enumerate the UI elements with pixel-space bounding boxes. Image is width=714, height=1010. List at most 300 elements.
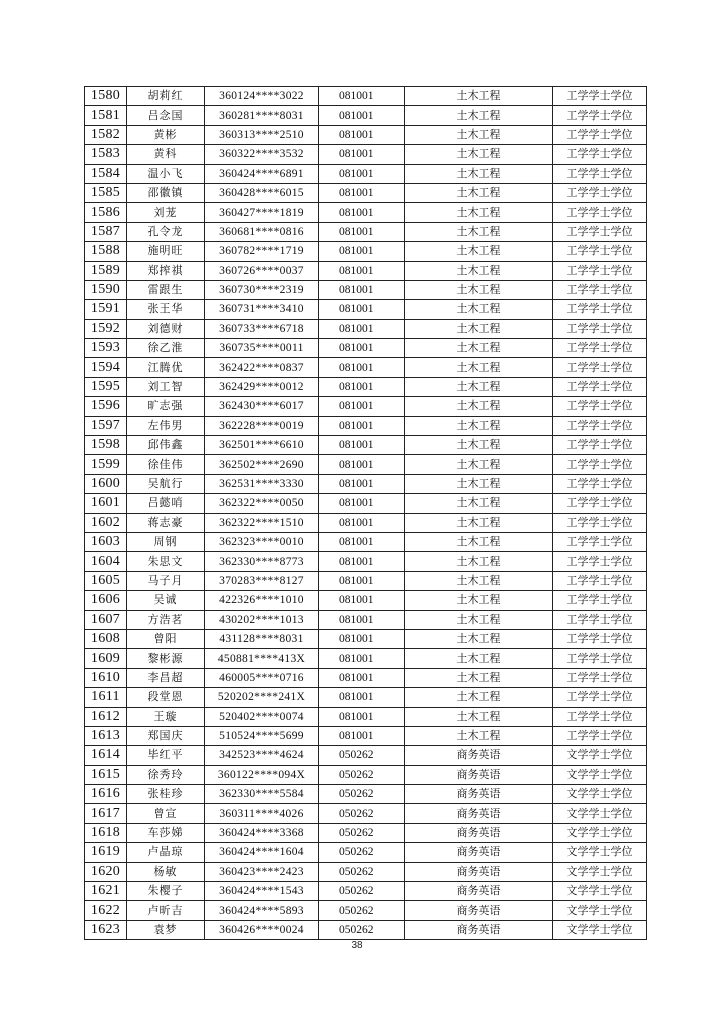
- major-name-cell: 商务英语: [405, 823, 553, 842]
- table-row: [85, 862, 647, 881]
- student-name-cell: 吕念国: [127, 106, 205, 125]
- id-number-cell: 362322****1510: [205, 513, 319, 532]
- id-number-cell: 362531****3330: [205, 474, 319, 493]
- major-code-cell: 081001: [319, 668, 405, 687]
- degree-type-cell: 工学学士学位: [553, 339, 647, 358]
- id-number-cell: 450881****413X: [205, 649, 319, 668]
- id-number-cell: 460005****0716: [205, 668, 319, 687]
- major-name-cell: 土木工程: [405, 610, 553, 629]
- major-code-cell: 050262: [319, 843, 405, 862]
- major-name-cell: 土木工程: [405, 474, 553, 493]
- major-code-cell: 050262: [319, 882, 405, 901]
- row-number-cell: 1592: [85, 319, 127, 338]
- major-name-cell: 商务英语: [405, 862, 553, 881]
- table-row: [85, 591, 647, 610]
- major-name-cell: 土木工程: [405, 242, 553, 261]
- student-name-cell: 黄彬: [127, 125, 205, 144]
- row-number-cell: 1616: [85, 785, 127, 804]
- major-code-cell: 081001: [319, 261, 405, 280]
- degree-type-cell: 工学学士学位: [553, 610, 647, 629]
- major-name-cell: 土木工程: [405, 145, 553, 164]
- major-name-cell: 商务英语: [405, 843, 553, 862]
- degree-type-cell: 工学学士学位: [553, 358, 647, 377]
- student-name-cell: 卢昕吉: [127, 901, 205, 920]
- table-row: [85, 920, 647, 939]
- major-code-cell: 081001: [319, 358, 405, 377]
- row-number-cell: 1610: [85, 668, 127, 687]
- id-number-cell: 520402****0074: [205, 707, 319, 726]
- degree-type-cell: 工学学士学位: [553, 242, 647, 261]
- table-row: [85, 726, 647, 745]
- id-number-cell: 360424****6891: [205, 164, 319, 183]
- major-code-cell: 081001: [319, 610, 405, 629]
- major-name-cell: 商务英语: [405, 882, 553, 901]
- row-number-cell: 1611: [85, 688, 127, 707]
- id-number-cell: 360424****5893: [205, 901, 319, 920]
- degree-type-cell: 工学学士学位: [553, 319, 647, 338]
- major-code-cell: 081001: [319, 591, 405, 610]
- id-number-cell: 360124****3022: [205, 87, 319, 106]
- student-name-cell: 吕懿哨: [127, 494, 205, 513]
- major-name-cell: 土木工程: [405, 494, 553, 513]
- student-name-cell: 毕红平: [127, 746, 205, 765]
- major-code-cell: 081001: [319, 183, 405, 202]
- student-name-cell: 温小飞: [127, 164, 205, 183]
- row-number-cell: 1591: [85, 300, 127, 319]
- id-number-cell: 362330****8773: [205, 552, 319, 571]
- table-row: [85, 319, 647, 338]
- degree-type-cell: 工学学士学位: [553, 552, 647, 571]
- table-row: [85, 474, 647, 493]
- degree-type-cell: 工学学士学位: [553, 726, 647, 745]
- degree-list-table: [84, 86, 647, 940]
- table-body: [85, 87, 647, 940]
- student-name-cell: 邵徽镇: [127, 183, 205, 202]
- major-name-cell: 土木工程: [405, 436, 553, 455]
- degree-type-cell: 工学学士学位: [553, 222, 647, 241]
- student-name-cell: 方浩茗: [127, 610, 205, 629]
- major-code-cell: 050262: [319, 804, 405, 823]
- id-number-cell: 360726****0037: [205, 261, 319, 280]
- row-number-cell: 1595: [85, 377, 127, 396]
- degree-type-cell: 工学学士学位: [553, 688, 647, 707]
- id-number-cell: 360730****2319: [205, 280, 319, 299]
- degree-type-cell: 工学学士学位: [553, 300, 647, 319]
- major-code-cell: 081001: [319, 552, 405, 571]
- major-name-cell: 土木工程: [405, 455, 553, 474]
- major-code-cell: 050262: [319, 746, 405, 765]
- degree-type-cell: 工学学士学位: [553, 494, 647, 513]
- major-name-cell: 土木工程: [405, 377, 553, 396]
- student-name-cell: 车莎娣: [127, 823, 205, 842]
- row-number-cell: 1621: [85, 882, 127, 901]
- major-name-cell: 土木工程: [405, 280, 553, 299]
- student-name-cell: 卢晶琼: [127, 843, 205, 862]
- table-row: [85, 610, 647, 629]
- table-row: [85, 242, 647, 261]
- major-code-cell: 081001: [319, 300, 405, 319]
- id-number-cell: 360731****3410: [205, 300, 319, 319]
- major-name-cell: 土木工程: [405, 339, 553, 358]
- major-code-cell: 050262: [319, 920, 405, 939]
- degree-type-cell: 文学学士学位: [553, 882, 647, 901]
- degree-type-cell: 工学学士学位: [553, 125, 647, 144]
- major-name-cell: 商务英语: [405, 901, 553, 920]
- table-row: [85, 823, 647, 842]
- major-name-cell: 土木工程: [405, 591, 553, 610]
- row-number-cell: 1607: [85, 610, 127, 629]
- degree-type-cell: 工学学士学位: [553, 416, 647, 435]
- id-number-cell: 360322****3532: [205, 145, 319, 164]
- row-number-cell: 1581: [85, 106, 127, 125]
- id-number-cell: 360426****0024: [205, 920, 319, 939]
- major-code-cell: 081001: [319, 416, 405, 435]
- row-number-cell: 1580: [85, 87, 127, 106]
- major-name-cell: 土木工程: [405, 513, 553, 532]
- major-code-cell: 081001: [319, 397, 405, 416]
- degree-type-cell: 工学学士学位: [553, 571, 647, 590]
- student-name-cell: 吴航行: [127, 474, 205, 493]
- major-name-cell: 土木工程: [405, 319, 553, 338]
- row-number-cell: 1615: [85, 765, 127, 784]
- degree-type-cell: 工学学士学位: [553, 474, 647, 493]
- id-number-cell: 342523****4624: [205, 746, 319, 765]
- row-number-cell: 1603: [85, 532, 127, 551]
- id-number-cell: 362330****5584: [205, 785, 319, 804]
- student-name-cell: 刘工智: [127, 377, 205, 396]
- major-code-cell: 081001: [319, 571, 405, 590]
- table-row: [85, 300, 647, 319]
- degree-type-cell: 文学学士学位: [553, 804, 647, 823]
- table-row: [85, 397, 647, 416]
- id-number-cell: 360122****094X: [205, 765, 319, 784]
- major-code-cell: 081001: [319, 106, 405, 125]
- student-name-cell: 黎彬源: [127, 649, 205, 668]
- row-number-cell: 1606: [85, 591, 127, 610]
- major-name-cell: 土木工程: [405, 125, 553, 144]
- row-number-cell: 1584: [85, 164, 127, 183]
- table-row: [85, 688, 647, 707]
- row-number-cell: 1598: [85, 436, 127, 455]
- table-row: [85, 183, 647, 202]
- major-code-cell: 081001: [319, 649, 405, 668]
- row-number-cell: 1590: [85, 280, 127, 299]
- major-name-cell: 土木工程: [405, 222, 553, 241]
- major-code-cell: 081001: [319, 222, 405, 241]
- id-number-cell: 362501****6610: [205, 436, 319, 455]
- row-number-cell: 1620: [85, 862, 127, 881]
- major-code-cell: 081001: [319, 87, 405, 106]
- table-row: [85, 746, 647, 765]
- major-name-cell: 土木工程: [405, 203, 553, 222]
- degree-type-cell: 工学学士学位: [553, 203, 647, 222]
- id-number-cell: 360681****0816: [205, 222, 319, 241]
- student-name-cell: 曾阳: [127, 629, 205, 648]
- table-row: [85, 455, 647, 474]
- row-number-cell: 1582: [85, 125, 127, 144]
- major-code-cell: 081001: [319, 125, 405, 144]
- major-name-cell: 土木工程: [405, 397, 553, 416]
- major-name-cell: 土木工程: [405, 183, 553, 202]
- id-number-cell: 360281****8031: [205, 106, 319, 125]
- student-name-cell: 徐佳伟: [127, 455, 205, 474]
- row-number-cell: 1604: [85, 552, 127, 571]
- major-code-cell: 081001: [319, 242, 405, 261]
- student-name-cell: 朱樱子: [127, 882, 205, 901]
- table-row: [85, 552, 647, 571]
- row-number-cell: 1586: [85, 203, 127, 222]
- row-number-cell: 1600: [85, 474, 127, 493]
- degree-type-cell: 文学学士学位: [553, 901, 647, 920]
- degree-type-cell: 文学学士学位: [553, 862, 647, 881]
- row-number-cell: 1587: [85, 222, 127, 241]
- table-row: [85, 145, 647, 164]
- degree-type-cell: 工学学士学位: [553, 629, 647, 648]
- student-name-cell: 段堂恩: [127, 688, 205, 707]
- id-number-cell: 362429****0012: [205, 377, 319, 396]
- degree-type-cell: 工学学士学位: [553, 591, 647, 610]
- degree-type-cell: 工学学士学位: [553, 164, 647, 183]
- id-number-cell: 360735****0011: [205, 339, 319, 358]
- major-name-cell: 商务英语: [405, 765, 553, 784]
- table-row: [85, 280, 647, 299]
- table-row: [85, 513, 647, 532]
- major-code-cell: 081001: [319, 319, 405, 338]
- major-name-cell: 土木工程: [405, 164, 553, 183]
- major-code-cell: 050262: [319, 901, 405, 920]
- degree-type-cell: 文学学士学位: [553, 920, 647, 939]
- student-name-cell: 曾宣: [127, 804, 205, 823]
- id-number-cell: 362323****0010: [205, 532, 319, 551]
- student-name-cell: 徐乙淮: [127, 339, 205, 358]
- degree-type-cell: 文学学士学位: [553, 843, 647, 862]
- row-number-cell: 1593: [85, 339, 127, 358]
- id-number-cell: 431128****8031: [205, 629, 319, 648]
- major-code-cell: 081001: [319, 455, 405, 474]
- row-number-cell: 1623: [85, 920, 127, 939]
- student-name-cell: 黄科: [127, 145, 205, 164]
- row-number-cell: 1583: [85, 145, 127, 164]
- row-number-cell: 1617: [85, 804, 127, 823]
- row-number-cell: 1596: [85, 397, 127, 416]
- id-number-cell: 362430****6017: [205, 397, 319, 416]
- table-row: [85, 358, 647, 377]
- table-row: [85, 203, 647, 222]
- degree-type-cell: 工学学士学位: [553, 280, 647, 299]
- row-number-cell: 1608: [85, 629, 127, 648]
- major-code-cell: 081001: [319, 513, 405, 532]
- table-row: [85, 707, 647, 726]
- degree-type-cell: 文学学士学位: [553, 765, 647, 784]
- table-row: [85, 571, 647, 590]
- degree-type-cell: 工学学士学位: [553, 106, 647, 125]
- table-row: [85, 668, 647, 687]
- table-row: [85, 785, 647, 804]
- degree-type-cell: 工学学士学位: [553, 668, 647, 687]
- student-name-cell: 旷志强: [127, 397, 205, 416]
- row-number-cell: 1613: [85, 726, 127, 745]
- id-number-cell: 360782****1719: [205, 242, 319, 261]
- degree-type-cell: 工学学士学位: [553, 513, 647, 532]
- student-name-cell: 郑搾祺: [127, 261, 205, 280]
- major-code-cell: 081001: [319, 377, 405, 396]
- major-name-cell: 土木工程: [405, 649, 553, 668]
- table-row: [85, 804, 647, 823]
- major-code-cell: 081001: [319, 339, 405, 358]
- row-number-cell: 1622: [85, 901, 127, 920]
- student-name-cell: 雷跟生: [127, 280, 205, 299]
- major-code-cell: 081001: [319, 494, 405, 513]
- id-number-cell: 360424****3368: [205, 823, 319, 842]
- major-name-cell: 土木工程: [405, 571, 553, 590]
- major-name-cell: 土木工程: [405, 668, 553, 687]
- table-row: [85, 416, 647, 435]
- id-number-cell: 360424****1543: [205, 882, 319, 901]
- degree-type-cell: 文学学士学位: [553, 823, 647, 842]
- degree-type-cell: 工学学士学位: [553, 455, 647, 474]
- student-name-cell: 孔令龙: [127, 222, 205, 241]
- table-row: [85, 377, 647, 396]
- table-row: [85, 164, 647, 183]
- student-name-cell: 胡莉红: [127, 87, 205, 106]
- major-name-cell: 土木工程: [405, 688, 553, 707]
- student-name-cell: 左伟男: [127, 416, 205, 435]
- major-code-cell: 081001: [319, 145, 405, 164]
- id-number-cell: 362422****0837: [205, 358, 319, 377]
- student-name-cell: 徐秀玲: [127, 765, 205, 784]
- major-name-cell: 商务英语: [405, 920, 553, 939]
- major-name-cell: 土木工程: [405, 532, 553, 551]
- table-row: [85, 765, 647, 784]
- id-number-cell: 360733****6718: [205, 319, 319, 338]
- major-name-cell: 土木工程: [405, 707, 553, 726]
- student-name-cell: 马子月: [127, 571, 205, 590]
- id-number-cell: 422326****1010: [205, 591, 319, 610]
- table-row: [85, 436, 647, 455]
- row-number-cell: 1589: [85, 261, 127, 280]
- major-code-cell: 081001: [319, 280, 405, 299]
- id-number-cell: 360311****4026: [205, 804, 319, 823]
- row-number-cell: 1614: [85, 746, 127, 765]
- major-name-cell: 土木工程: [405, 106, 553, 125]
- degree-type-cell: 文学学士学位: [553, 785, 647, 804]
- table-row: [85, 629, 647, 648]
- major-name-cell: 土木工程: [405, 416, 553, 435]
- id-number-cell: 510524****5699: [205, 726, 319, 745]
- id-number-cell: 360424****1604: [205, 843, 319, 862]
- major-code-cell: 050262: [319, 785, 405, 804]
- row-number-cell: 1585: [85, 183, 127, 202]
- page-number: 38: [351, 940, 363, 951]
- degree-type-cell: 工学学士学位: [553, 377, 647, 396]
- major-code-cell: 081001: [319, 203, 405, 222]
- row-number-cell: 1609: [85, 649, 127, 668]
- student-name-cell: 张王华: [127, 300, 205, 319]
- major-code-cell: 081001: [319, 164, 405, 183]
- major-code-cell: 050262: [319, 862, 405, 881]
- student-name-cell: 袁梦: [127, 920, 205, 939]
- student-name-cell: 邱伟鑫: [127, 436, 205, 455]
- major-code-cell: 050262: [319, 765, 405, 784]
- degree-type-cell: 工学学士学位: [553, 436, 647, 455]
- degree-type-cell: 文学学士学位: [553, 746, 647, 765]
- id-number-cell: 360427****1819: [205, 203, 319, 222]
- id-number-cell: 362228****0019: [205, 416, 319, 435]
- major-name-cell: 土木工程: [405, 358, 553, 377]
- table-row: [85, 339, 647, 358]
- table-row: [85, 125, 647, 144]
- student-name-cell: 刘茏: [127, 203, 205, 222]
- id-number-cell: 430202****1013: [205, 610, 319, 629]
- degree-type-cell: 工学学士学位: [553, 261, 647, 280]
- student-name-cell: 周钢: [127, 532, 205, 551]
- table-row: [85, 494, 647, 513]
- major-name-cell: 商务英语: [405, 746, 553, 765]
- major-code-cell: 050262: [319, 823, 405, 842]
- degree-type-cell: 工学学士学位: [553, 183, 647, 202]
- table-row: [85, 649, 647, 668]
- student-name-cell: 刘德财: [127, 319, 205, 338]
- row-number-cell: 1619: [85, 843, 127, 862]
- student-name-cell: 吴诚: [127, 591, 205, 610]
- major-name-cell: 土木工程: [405, 552, 553, 571]
- degree-type-cell: 工学学士学位: [553, 649, 647, 668]
- row-number-cell: 1612: [85, 707, 127, 726]
- degree-type-cell: 工学学士学位: [553, 87, 647, 106]
- major-code-cell: 081001: [319, 474, 405, 493]
- major-code-cell: 081001: [319, 726, 405, 745]
- degree-type-cell: 工学学士学位: [553, 532, 647, 551]
- major-name-cell: 商务英语: [405, 804, 553, 823]
- row-number-cell: 1588: [85, 242, 127, 261]
- major-name-cell: 土木工程: [405, 629, 553, 648]
- student-name-cell: 朱思文: [127, 552, 205, 571]
- id-number-cell: 362502****2690: [205, 455, 319, 474]
- row-number-cell: 1618: [85, 823, 127, 842]
- major-name-cell: 土木工程: [405, 261, 553, 280]
- major-code-cell: 081001: [319, 436, 405, 455]
- major-name-cell: 土木工程: [405, 87, 553, 106]
- row-number-cell: 1605: [85, 571, 127, 590]
- id-number-cell: 360423****2423: [205, 862, 319, 881]
- row-number-cell: 1602: [85, 513, 127, 532]
- row-number-cell: 1594: [85, 358, 127, 377]
- student-name-cell: 施明旺: [127, 242, 205, 261]
- id-number-cell: 360313****2510: [205, 125, 319, 144]
- student-name-cell: 王璇: [127, 707, 205, 726]
- table-row: [85, 843, 647, 862]
- id-number-cell: 360428****6015: [205, 183, 319, 202]
- id-number-cell: 362322****0050: [205, 494, 319, 513]
- student-name-cell: 蒋志豪: [127, 513, 205, 532]
- table-row: [85, 106, 647, 125]
- major-name-cell: 土木工程: [405, 300, 553, 319]
- student-name-cell: 李昌超: [127, 668, 205, 687]
- major-code-cell: 081001: [319, 629, 405, 648]
- id-number-cell: 370283****8127: [205, 571, 319, 590]
- major-code-cell: 081001: [319, 707, 405, 726]
- major-code-cell: 081001: [319, 532, 405, 551]
- table-row: [85, 87, 647, 106]
- major-code-cell: 081001: [319, 688, 405, 707]
- student-name-cell: 江腾优: [127, 358, 205, 377]
- degree-type-cell: 工学学士学位: [553, 707, 647, 726]
- id-number-cell: 520202****241X: [205, 688, 319, 707]
- degree-type-cell: 工学学士学位: [553, 145, 647, 164]
- student-name-cell: 郑国庆: [127, 726, 205, 745]
- degree-type-cell: 工学学士学位: [553, 397, 647, 416]
- major-name-cell: 商务英语: [405, 785, 553, 804]
